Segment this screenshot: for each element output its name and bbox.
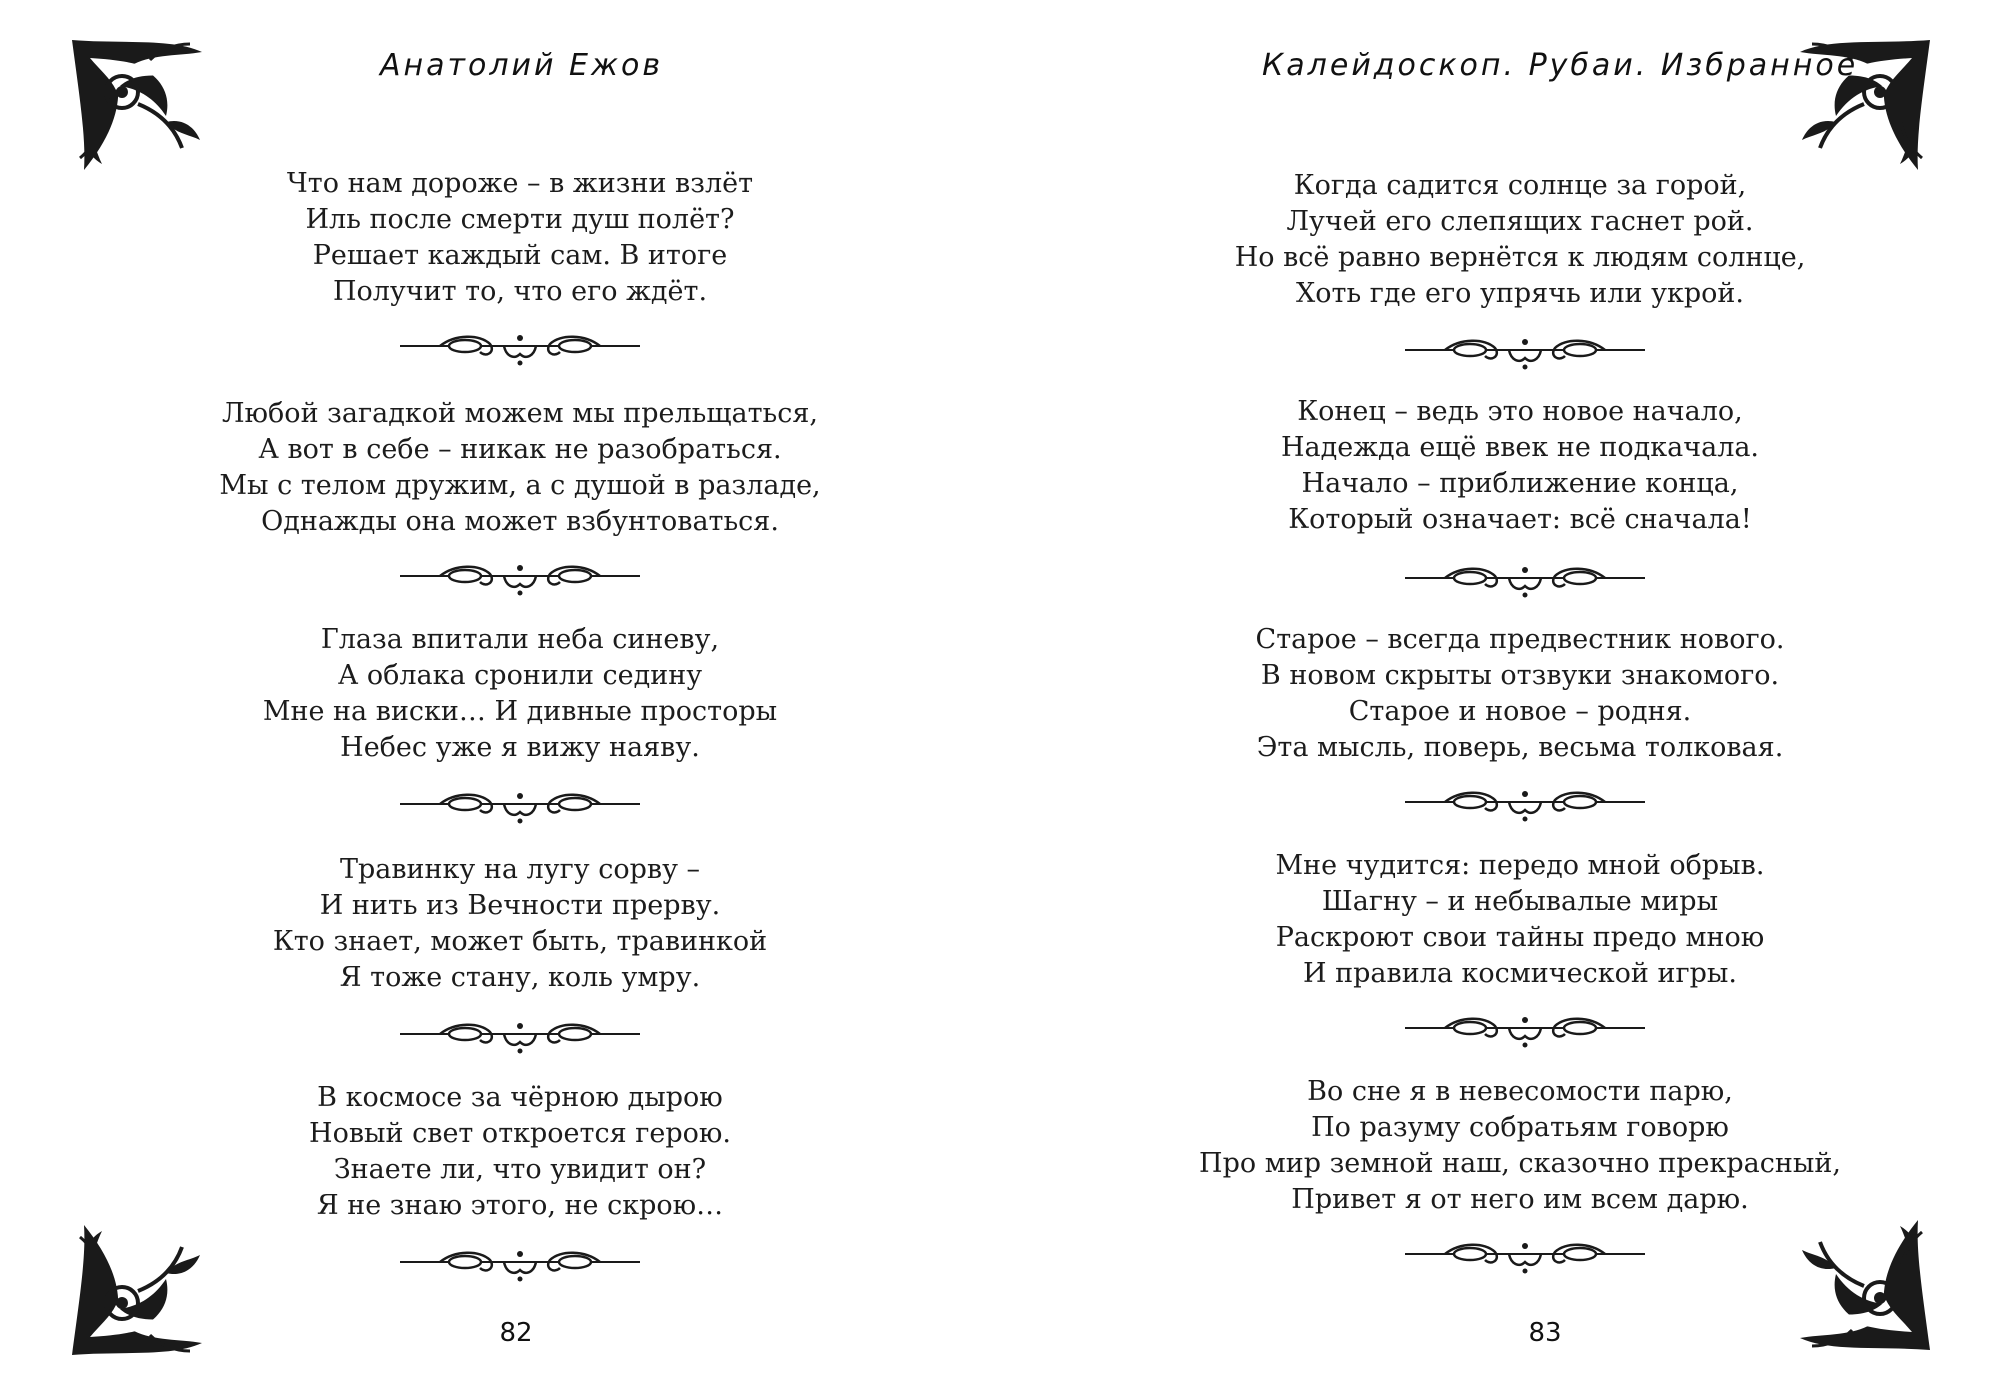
verse-line: В космосе за чёрною дырою	[317, 1082, 723, 1113]
verse-line: А вот в себе – никак не разобраться.	[258, 434, 782, 465]
right-page	[1000, 0, 2000, 1393]
verse-line: Мы с телом дружим, а с душой в разладе,	[219, 470, 821, 501]
verse-line: И правила космической игры.	[1303, 958, 1737, 989]
verse-line: Кто знает, может быть, травинкой	[272, 926, 768, 957]
verse-line: В новом скрыты отзвуки знакомого.	[1260, 660, 1780, 691]
scroll-divider-icon	[1405, 786, 1645, 826]
scroll-divider-icon	[1405, 334, 1645, 374]
verse-line: Шагну – и небывалые миры	[1321, 886, 1719, 917]
verse-line: Эта мысль, поверь, весьма толковая.	[1256, 732, 1784, 763]
scroll-divider-icon	[1405, 1238, 1645, 1278]
verse-line: Хоть где его упрячь или укрой.	[1296, 278, 1744, 309]
page-number: 83	[1528, 1318, 1562, 1348]
verse-line: Старое и новое – родня.	[1348, 696, 1692, 727]
verse-line: Решает каждый сам. В итоге	[312, 240, 728, 271]
verse-line: Который означает: всё сначала!	[1288, 504, 1752, 535]
verse-line: И нить из Вечности прерву.	[319, 890, 721, 921]
stanza	[195, 396, 845, 540]
scroll-divider-icon	[400, 330, 640, 370]
scroll-divider-icon	[400, 788, 640, 828]
verse-line: Я не знаю этого, не скрою…	[316, 1190, 724, 1221]
verse-line: Раскроют свои тайны предо мною	[1275, 922, 1765, 953]
running-head-author: Анатолий Ежов	[380, 48, 664, 83]
verse-line: Лучей его слепящих гаснет рой.	[1286, 206, 1754, 237]
verse-line: Небес уже я вижу наяву.	[340, 732, 700, 763]
verse-line: Мне чудится: передо мной обрыв.	[1275, 850, 1765, 881]
verse-line: А облака сронили седину	[337, 660, 703, 691]
verse-line: Любой загадкой можем мы прельщаться,	[222, 398, 818, 429]
stanza	[1195, 622, 1845, 766]
scroll-divider-icon	[1405, 1012, 1645, 1052]
corner-flourish-icon	[1790, 1210, 1940, 1360]
stanza	[195, 1080, 845, 1224]
verse-line: Начало – приближение конца,	[1301, 468, 1739, 499]
verse-line: Что нам дороже – в жизни взлёт	[286, 168, 754, 199]
stanza	[195, 622, 845, 766]
scroll-divider-icon	[1405, 562, 1645, 602]
running-head-title: Калейдоскоп. Рубаи. Избранное	[1262, 48, 1859, 83]
scroll-divider-icon	[400, 1246, 640, 1286]
stanza	[1195, 1074, 1845, 1218]
corner-flourish-icon	[62, 1215, 212, 1365]
stanza	[1195, 394, 1845, 538]
scroll-divider-icon	[400, 560, 640, 600]
stanza	[1195, 848, 1845, 992]
page-number: 82	[499, 1318, 533, 1348]
verse-line: Но всё равно вернётся к людям солнце,	[1234, 242, 1806, 273]
verse-line: Во сне я в невесомости парю,	[1307, 1076, 1733, 1107]
verse-line: Новый свет откроется герою.	[309, 1118, 731, 1149]
verse-line: Знаете ли, что увидит он?	[333, 1154, 707, 1185]
verse-line: Надежда ещё ввек не подкачала.	[1280, 432, 1760, 463]
verse-line: Иль после смерти душ полёт?	[305, 204, 735, 235]
stanza	[1195, 168, 1845, 312]
verse-line: Я тоже стану, коль умру.	[339, 962, 701, 993]
verse-line: Получит то, что его ждёт.	[332, 276, 708, 307]
verse-line: Травинку на лугу сорву –	[339, 854, 701, 885]
verse-line: Когда садится солнце за горой,	[1293, 170, 1747, 201]
verse-line: Конец – ведь это новое начало,	[1297, 396, 1743, 427]
verse-line: По разуму собратьям говорю	[1311, 1112, 1729, 1143]
stanza	[195, 852, 845, 996]
verse-line: Привет я от него им всем дарю.	[1291, 1184, 1749, 1215]
verse-line: Про мир земной наш, сказочно прекрасный,	[1199, 1148, 1841, 1179]
verse-line: Глаза впитали неба синеву,	[320, 624, 720, 655]
verse-line: Мне на виски… И дивные просторы	[262, 696, 778, 727]
corner-flourish-icon	[62, 30, 212, 180]
verse-line: Однажды она может взбунтоваться.	[261, 506, 779, 537]
scroll-divider-icon	[400, 1018, 640, 1058]
stanza	[195, 166, 845, 310]
verse-line: Старое – всегда предвестник нового.	[1255, 624, 1785, 655]
